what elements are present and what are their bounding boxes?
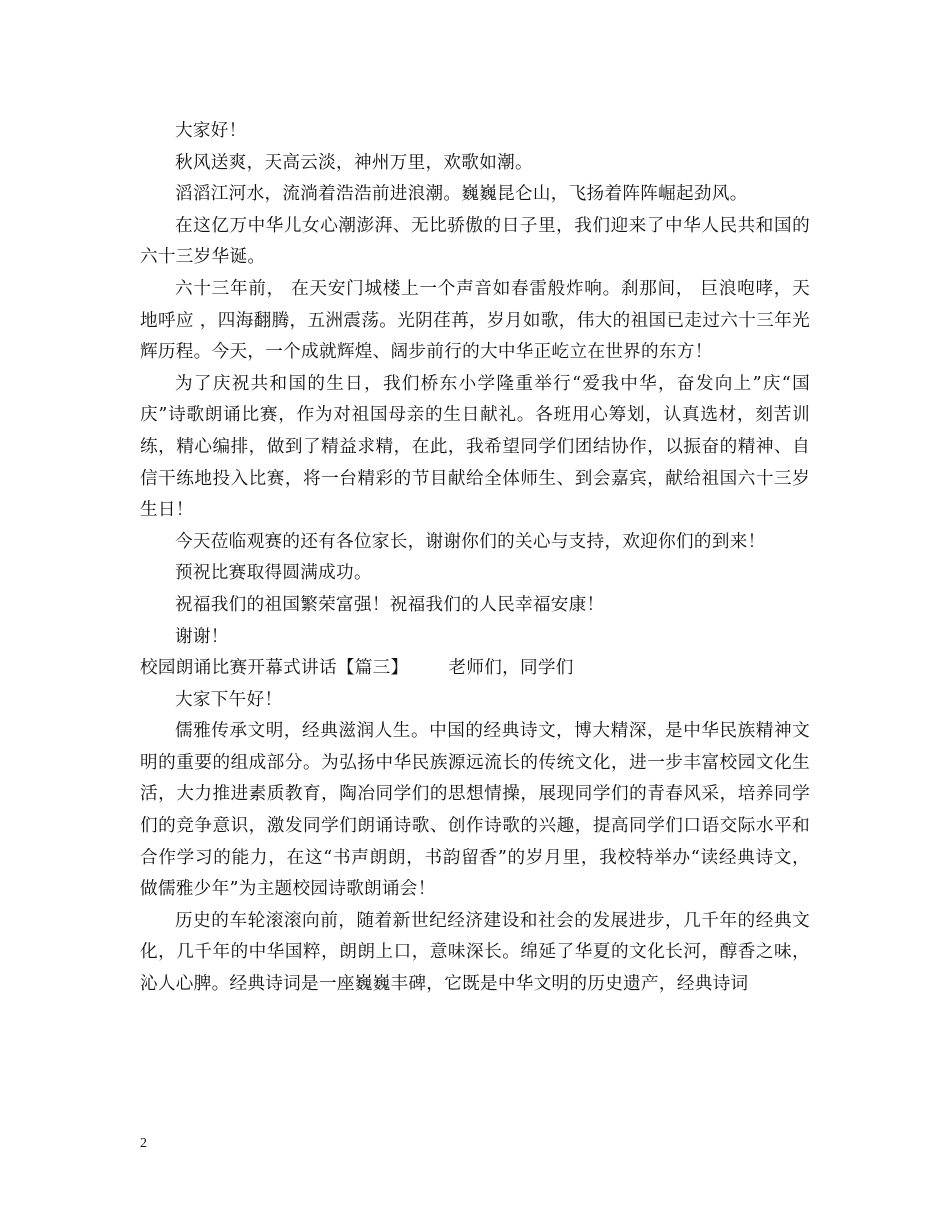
- section-greeting: 老师们，同学们: [448, 658, 574, 679]
- section-title: 校园朗诵比赛开幕式讲话【篇三】: [140, 658, 409, 679]
- paragraph-anniversary: 在这亿万中华儿女心潮澎湃、无比骄傲的日子里，我们迎来了中华人民共和国的六十三岁华诞。: [140, 215, 810, 268]
- paragraph-classics: 儒雅传承文明，经典滋润人生。中国的经典诗文，博大精深，是中华民族精神文明的重要的组成部分。为弘扬中华民族源远流长的传统文化，进一步丰富校园文化生活，大力推进素质教育，陶冶同学们的思想情操，展现同学们的青春风采，培养同学们的竞争意识，激发同学们朗诵诗歌、创作诗歌的兴趣，提高同学们口语交际水平和合作学习的能力，在这“书声朗朗，书韵留香”的岁月里，我校特举办“读经典诗文，做儒雅少年”为主题校园诗歌朗诵会！: [140, 721, 810, 900]
- paragraph-autumn: 秋风送爽，天高云淡，神州万里，欢歌如潮。: [175, 152, 533, 173]
- paragraph-thanks: 谢谢！: [175, 626, 229, 647]
- paragraph-blessing: 祝福我们的祖国繁荣富强！祝福我们的人民幸福安康！: [175, 594, 605, 615]
- paragraph-rivers: 滔滔江河水，流淌着浩浩前进浪潮。巍巍昆仑山，飞扬着阵阵崛起劲风。: [175, 184, 748, 205]
- paragraph-wheel-of-history: 历史的车轮滚滚向前，随着新世纪经济建设和社会的发展进步，几千年的经典文化，几千年的中华国粹，朗朗上口，意味深长。绵延了华夏的文化长河，醇香之味，沁人心脾。经典诗词是一座巍巍丰碑，它既是中华文明的历史遗产，经典诗词: [140, 910, 810, 995]
- document-body: [140, 116, 810, 1001]
- paragraph-parents: 今天莅临观赛的还有各位家长，谢谢你们的关心与支持，欢迎你们的到来！: [175, 531, 766, 552]
- paragraph-afternoon-greeting: 大家下午好！: [175, 689, 283, 710]
- paragraph-history: 六十三年前， 在天安门城楼上一个声音如春雷般炸响。刹那间， 巨浪咆哮，天地呼应 ，四海翻腾，五洲震荡。光阴荏苒，岁月如歌，伟大的祖国已走过六十三年光辉历程。今天，一个成就辉煌、阔步前行的大中华正屹立在世界的东方！: [140, 278, 810, 363]
- paragraph-wish-success: 预祝比赛取得圆满成功。: [175, 563, 372, 584]
- page-number: 2: [140, 1136, 147, 1151]
- paragraph-competition: 为了庆祝共和国的生日，我们桥东小学隆重举行“爱我中华，奋发向上”庆“国庆”诗歌朗诵比赛，作为对祖国母亲的生日献礼。各班用心筹划，认真选材，刻苦训练，精心编排，做到了精益求精，在此，我希望同学们团结协作，以振奋的精神、自信干练地投入比赛，将一台精彩的节目献给全体师生、到会嘉宾，献给祖国六十三岁生日！: [140, 373, 810, 521]
- paragraph-greeting: 大家好！: [175, 121, 247, 141]
- section-heading: [140, 653, 810, 685]
